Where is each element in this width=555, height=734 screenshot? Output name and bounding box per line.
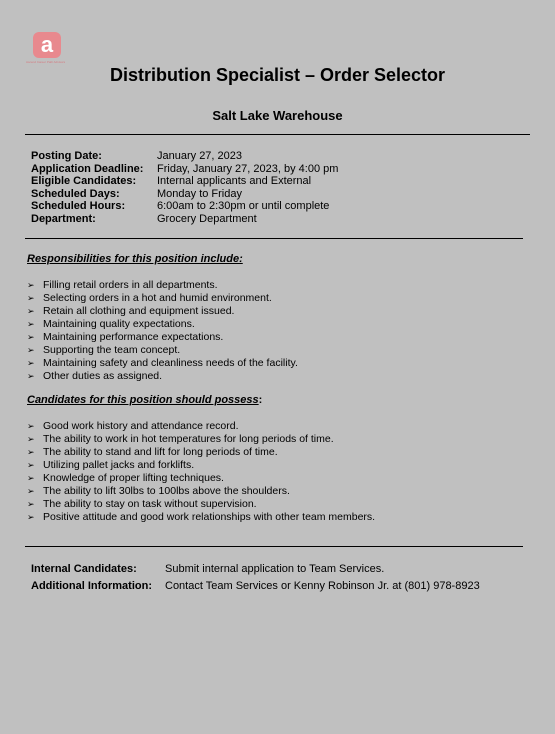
list-item: ➢ Utilizing pallet jacks and forklifts. xyxy=(27,459,195,471)
list-item: ➢ The ability to stand and lift for long periods of time. xyxy=(27,446,278,458)
list-item: ➢ Positive attitude and good work relationships with other team members. xyxy=(27,511,376,523)
bullet-arrow-icon: ➢ xyxy=(27,293,35,303)
list-item: ➢ The ability to lift 30lbs to 100lbs above the shoulders. xyxy=(27,485,290,497)
logo-letter: a xyxy=(40,32,54,57)
contact-value: Contact Team Services or Kenny Robinson Jr. at (801) 978-8923 xyxy=(165,580,480,592)
detail-label: Application Deadline: xyxy=(31,162,144,175)
list-item: ➢ Supporting the team concept. xyxy=(27,344,181,356)
contact-info xyxy=(31,561,480,595)
detail-label: Scheduled Hours: xyxy=(31,200,126,213)
bullet-arrow-icon: ➢ xyxy=(27,345,35,355)
job-title: Distribution Specialist – Order Selector xyxy=(109,65,446,85)
bullet-arrow-icon: ➢ xyxy=(27,280,35,290)
divider-top xyxy=(25,134,530,135)
contact-label: Additional Information: xyxy=(31,580,152,592)
bullet-arrow-icon: ➢ xyxy=(27,499,35,509)
list-item: ➢ Other duties as assigned. xyxy=(27,370,163,382)
bullet-arrow-icon: ➢ xyxy=(27,319,35,329)
job-location: Salt Lake Warehouse xyxy=(212,108,343,123)
detail-value: 6:00am to 2:30pm or until complete xyxy=(157,200,330,213)
qualifications-list xyxy=(27,420,375,524)
bullet-arrow-icon: ➢ xyxy=(27,434,35,444)
detail-row xyxy=(31,188,338,201)
list-item: ➢ Maintaining quality expectations. xyxy=(27,318,195,330)
list-item: ➢ Knowledge of proper lifting techniques. xyxy=(27,472,224,484)
detail-value: Grocery Department xyxy=(157,212,257,225)
bullet-arrow-icon: ➢ xyxy=(27,306,35,316)
detail-row xyxy=(31,213,338,226)
detail-label: Posting Date: xyxy=(31,150,102,162)
detail-row xyxy=(31,163,338,176)
logo-caption: Ascend Career Path Advisors xyxy=(26,60,66,64)
detail-value: Internal applicants and External xyxy=(157,175,312,188)
contact-label: Internal Candidates: xyxy=(31,563,137,575)
detail-row xyxy=(31,150,338,163)
bullet-arrow-icon: ➢ xyxy=(27,473,35,483)
company-logo xyxy=(33,32,61,58)
list-item: ➢ Maintaining safety and cleanliness needs of the facility. xyxy=(27,357,298,369)
detail-value: Monday to Friday xyxy=(157,187,242,200)
divider-contact xyxy=(25,546,523,547)
list-item: ➢ Retain all clothing and equipment issued. xyxy=(27,305,235,317)
detail-label: Scheduled Days: xyxy=(31,187,120,200)
bullet-arrow-icon: ➢ xyxy=(27,421,35,431)
bullet-arrow-icon: ➢ xyxy=(27,332,35,342)
contact-row xyxy=(31,561,480,578)
detail-row xyxy=(31,200,338,213)
job-details xyxy=(31,150,338,226)
list-item: ➢ Filling retail orders in all departments. xyxy=(27,279,218,291)
divider-details xyxy=(25,238,523,239)
bullet-arrow-icon: ➢ xyxy=(27,512,35,522)
list-item: ➢ Maintaining performance expectations. xyxy=(27,331,224,343)
qualifications-heading: Candidates for this position should possess: xyxy=(27,394,263,406)
list-item: ➢ Good work history and attendance record. xyxy=(27,420,239,432)
detail-label: Eligible Candidates: xyxy=(31,175,137,188)
responsibilities-list xyxy=(27,279,298,383)
contact-value: Submit internal application to Team Services. xyxy=(165,563,385,575)
list-item: ➢ Selecting orders in a hot and humid environment. xyxy=(27,292,272,304)
detail-label: Department: xyxy=(31,212,96,225)
detail-value: January 27, 2023 xyxy=(157,150,243,162)
bullet-arrow-icon: ➢ xyxy=(27,486,35,496)
bullet-arrow-icon: ➢ xyxy=(27,447,35,457)
contact-row xyxy=(31,578,480,595)
bullet-arrow-icon: ➢ xyxy=(27,371,35,381)
bullet-arrow-icon: ➢ xyxy=(27,460,35,470)
list-item: ➢ The ability to work in hot temperatures for long periods of time. xyxy=(27,433,334,445)
detail-value: Friday, January 27, 2023, by 4:00 pm xyxy=(157,162,339,175)
list-item: ➢ The ability to stay on task without supervision. xyxy=(27,498,257,510)
bullet-arrow-icon: ➢ xyxy=(27,358,35,368)
detail-row xyxy=(31,175,338,188)
responsibilities-heading: Responsibilities for this position include: xyxy=(27,253,243,265)
